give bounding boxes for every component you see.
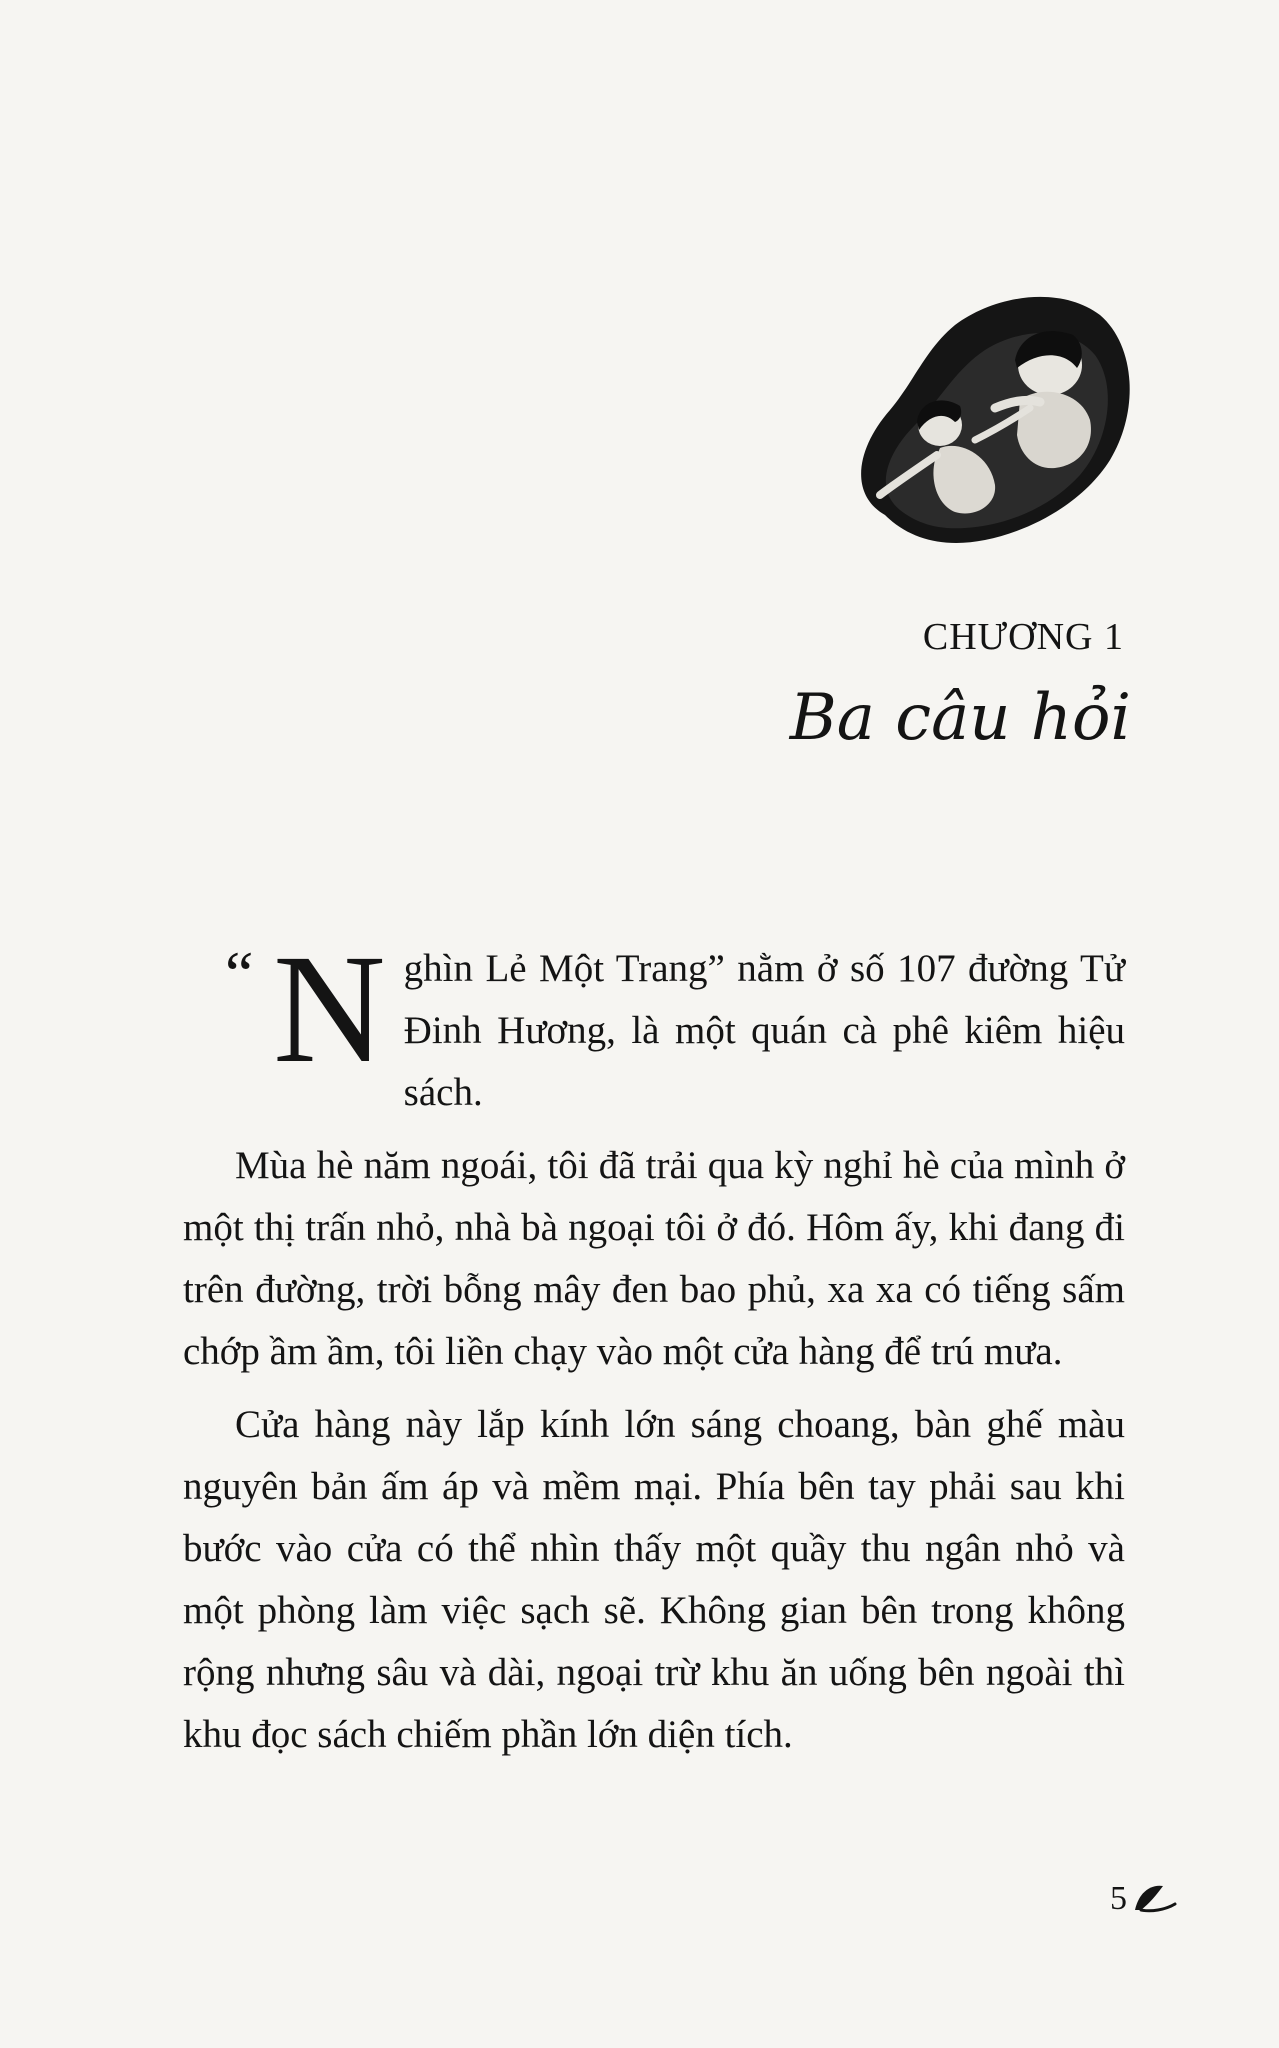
paragraph-3: Cửa hàng này lắp kính lớn sáng choang, bàn ghế màu nguyên bản ấm áp và mềm mại. Phía bên tay phải sau khi bước vào cửa có thể nhìn thấy một quầy thu ngân nhỏ và một phòng làm việc sạch sẽ. Không gian bên trong không rộng nhưng sâu và dài, ngoại trừ khu ăn uống bên ngoài thì khu đọc sách chiếm phần lớn diện tích. (183, 1403, 1125, 1756)
page-number: 5 (1110, 1880, 1127, 1917)
body-text (183, 922, 1125, 1777)
paragraph-2: Mùa hè năm ngoái, tôi đã trải qua kỳ nghỉ hè của mình ở một thị trấn nhỏ, nhà bà ngoại tôi ở đó. Hôm ấy, khi đang đi trên đường, trời bỗng mây đen bao phủ, xa xa có tiếng sấm chớp ầm ầm, tôi liền chạy vào một cửa hàng để trú mưa. (183, 1144, 1125, 1373)
paragraph-1 (183, 922, 1125, 1124)
leaf-icon (1131, 1880, 1179, 1918)
chapter-title: Ba câu hỏi (789, 681, 1131, 755)
chapter-illustration (845, 290, 1140, 560)
chapter-label: CHƯƠNG 1 (922, 616, 1124, 658)
paragraph-1-text: ghìn Lẻ Một Trang” nằm ở số 107 đường Tử Đinh Hương, là một quán cà phê kiêm hiệu sách. (403, 947, 1125, 1114)
drop-cap: N (273, 922, 386, 1095)
open-quote: “ (225, 938, 254, 1009)
